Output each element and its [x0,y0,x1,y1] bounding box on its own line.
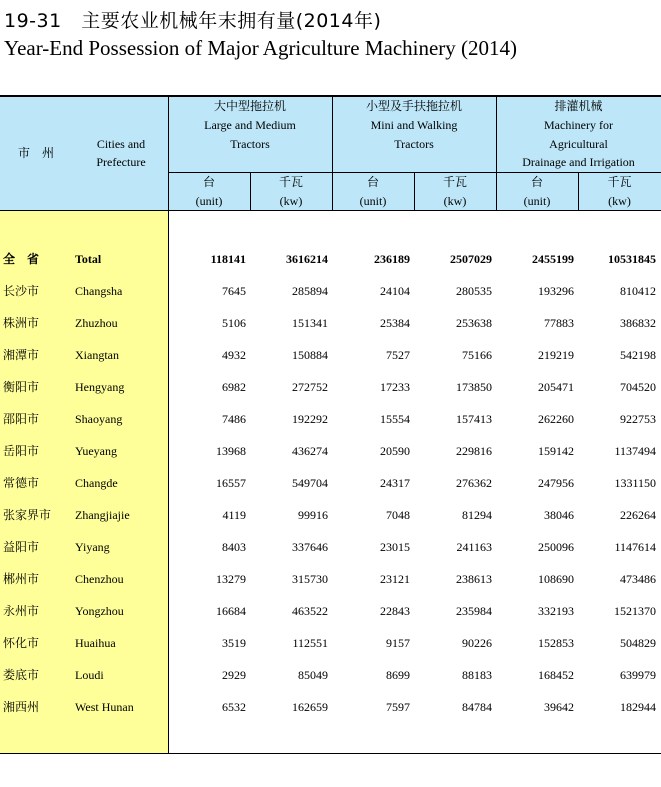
cell-value: 85049 [298,668,328,682]
cell-value: 13279 [216,572,246,586]
cell-value: 3616214 [286,252,328,266]
cell-value: 90226 [462,636,492,650]
region-name-cn: 永州市 [3,604,40,618]
cell-value: 262260 [538,412,574,426]
group-header-mini-tractors-cn: 小型及手扶拖拉机 [365,99,462,113]
cell-value: 88183 [462,668,492,682]
cell-value: 17233 [380,380,410,394]
region-name-cn: 娄底市 [3,668,40,682]
region-name-cn: 衡阳市 [3,380,40,394]
cell-value: 7645 [222,284,246,298]
table-row [0,409,661,429]
cell-value: 25384 [380,316,410,330]
cell-value: 639979 [620,668,656,682]
cell-value: 2507029 [450,252,492,266]
cell-value: 280535 [456,284,492,298]
cell-value: 1147614 [614,540,656,554]
cell-value: 168452 [538,668,574,682]
unit-header-en: (unit) [523,194,551,208]
cell-value: 10531845 [608,252,656,266]
cell-value: 250096 [538,540,574,554]
table-row [0,473,661,493]
region-name-en: Yongzhou [75,604,124,618]
unit-header-cn: 台 [202,175,215,189]
cell-value: 205471 [538,380,574,394]
cell-value: 463522 [292,604,328,618]
cell-value: 9157 [386,636,410,650]
cell-value: 162659 [292,700,328,714]
group-header-irrigation-en2: Agricultural [549,137,608,151]
cell-value: 810412 [620,284,656,298]
cell-value: 337646 [292,540,328,554]
cell-value: 2929 [222,668,246,682]
cell-value: 236189 [374,252,410,266]
cell-value: 6532 [222,700,246,714]
cell-value: 173850 [456,380,492,394]
cell-value: 81294 [462,508,492,522]
cell-value: 182944 [620,700,656,714]
cell-value: 22843 [380,604,410,618]
region-name-en: Huaihua [75,636,116,650]
group-header-large-tractors-cn: 大中型拖拉机 [213,99,286,113]
region-name-en: Zhangjiajie [75,508,130,522]
cell-value: 23121 [380,572,410,586]
cell-value: 7527 [386,348,410,362]
cell-value: 4119 [222,508,246,522]
table-row [0,313,661,333]
group-header-irrigation-en3: Drainage and Irrigation [522,155,635,169]
cell-value: 75166 [462,348,492,362]
cell-value: 112551 [292,636,328,650]
cell-value: 241163 [456,540,492,554]
unit-header-cn: 千瓦 [607,175,632,189]
table-row [0,537,661,557]
region-name-cn: 常德市 [3,476,40,490]
cell-value: 159142 [538,444,574,458]
unit-header-en: (unit) [359,194,387,208]
table-row [0,569,661,589]
region-name-en: Yiyang [75,540,110,554]
cell-value: 7486 [222,412,246,426]
cell-value: 219219 [538,348,574,362]
cell-value: 118141 [210,252,246,266]
cell-value: 226264 [620,508,656,522]
region-name-cn: 长沙市 [3,284,40,298]
group-header-mini-tractors-en1: Mini and Walking [370,118,458,132]
table-row [0,505,661,525]
cell-value: 23015 [380,540,410,554]
cell-value: 193296 [538,284,574,298]
cell-value: 386832 [620,316,656,330]
cell-value: 151341 [292,316,328,330]
cell-value: 272752 [292,380,328,394]
group-header-irrigation-cn: 排灌机械 [554,99,603,113]
region-name-en: Zhuzhou [75,316,118,330]
region-header-chinese: 市 州 [17,146,54,160]
cell-value: 192292 [292,412,328,426]
cell-value: 7048 [386,508,410,522]
cell-value: 2455199 [532,252,574,266]
cell-value: 276362 [456,476,492,490]
unit-header-cn: 台 [530,175,543,189]
header-bottom-rule [0,210,661,211]
region-name-cn: 株洲市 [3,316,40,330]
group-header-irrigation-en1: Machinery for [544,118,613,132]
cell-value: 8403 [222,540,246,554]
group-header-large-tractors-en1: Large and Medium [204,118,296,132]
region-name-cn: 怀化市 [3,636,40,650]
cell-value: 238613 [456,572,492,586]
region-name-en: Xiangtan [75,348,119,362]
cell-value: 152853 [538,636,574,650]
region-name-en: Yueyang [75,444,117,458]
region-name-cn: 邵阳市 [3,412,40,426]
table-row [0,441,661,461]
region-name-cn: 张家界市 [3,508,52,522]
cell-value: 39642 [544,700,574,714]
cell-value: 704520 [620,380,656,394]
cell-value: 99916 [298,508,328,522]
page-title-chinese: 19-31 主要农业机械年末拥有量(2014年) [4,10,382,32]
cell-value: 5106 [222,316,246,330]
cell-value: 542198 [620,348,656,362]
region-name-en: Chenzhou [75,572,124,586]
cell-value: 1137494 [614,444,656,458]
cell-value: 24317 [380,476,410,490]
cell-value: 229816 [456,444,492,458]
cell-value: 150884 [292,348,328,362]
cell-value: 473486 [620,572,656,586]
table-row [0,601,661,621]
cell-value: 549704 [292,476,328,490]
region-name-en: Shaoyang [75,412,123,426]
cell-value: 6982 [222,380,246,394]
table-row [0,665,661,685]
region-name-cn: 湘潭市 [3,348,40,362]
unit-header-cn: 千瓦 [278,175,303,189]
unit-header-en: (kw) [279,194,303,208]
cell-value: 1521370 [614,604,656,618]
region-name-cn: 郴州市 [3,572,40,586]
cell-value: 108690 [538,572,574,586]
region-name-en: Hengyang [75,380,125,394]
table-row [0,697,661,717]
cell-value: 38046 [544,508,574,522]
region-header-english-line2: Prefecture [96,155,146,169]
cell-value: 235984 [456,604,492,618]
table-row [0,281,661,301]
region-name-en: Loudi [75,668,104,682]
cell-value: 922753 [620,412,656,426]
cell-value: 15554 [380,412,410,426]
region-name-en: West Hunan [75,700,134,714]
group-header-large-tractors-en2: Tractors [230,137,270,151]
region-header-english-line1: Cities and [96,137,146,151]
region-name-cn: 岳阳市 [3,444,40,458]
cell-value: 7597 [386,700,410,714]
table-row [0,345,661,365]
cell-value: 157413 [456,412,492,426]
cell-value: 8699 [386,668,410,682]
cell-value: 332193 [538,604,574,618]
cell-value: 20590 [380,444,410,458]
region-name-cn: 益阳市 [3,540,40,554]
table-row-total [0,249,661,269]
table-row [0,377,661,397]
region-name-cn: 湘西州 [3,700,40,714]
table-bottom-rule [0,753,661,754]
unit-header-en: (kw) [608,194,631,208]
cell-value: 13968 [216,444,246,458]
region-name-cn: 全 省 [3,252,40,266]
page-title-english: Year-End Possession of Major Agriculture Machinery (2014) [4,36,518,60]
unit-header-en: (kw) [443,194,467,208]
cell-value: 315730 [292,572,328,586]
unit-header-cn: 台 [366,175,379,189]
cell-value: 24104 [380,284,410,298]
cell-value: 253638 [456,316,492,330]
region-name-en: Changde [75,476,118,490]
group-header-mini-tractors-en2: Tractors [394,137,434,151]
cell-value: 3519 [222,636,246,650]
cell-value: 16557 [216,476,246,490]
cell-value: 84784 [462,700,492,714]
cell-value: 247956 [538,476,574,490]
cell-value: 4932 [222,348,246,362]
cell-value: 285894 [292,284,328,298]
cell-value: 436274 [292,444,328,458]
unit-header-en: (unit) [195,194,223,208]
table-row [0,633,661,653]
region-name-en: Total [75,252,102,266]
cell-value: 1331150 [614,476,656,490]
unit-header-cn: 千瓦 [442,175,467,189]
cell-value: 504829 [620,636,656,650]
cell-value: 77883 [544,316,574,330]
cell-value: 16684 [216,604,246,618]
region-name-en: Changsha [75,284,123,298]
